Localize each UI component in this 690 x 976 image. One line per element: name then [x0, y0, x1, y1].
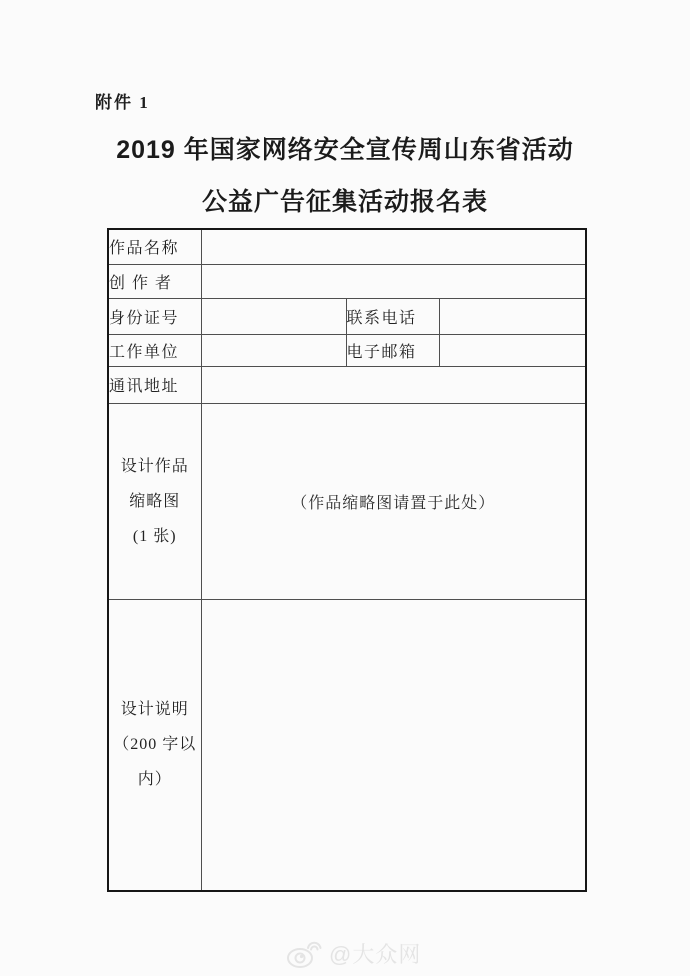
field-value-email [439, 334, 586, 366]
field-label-creator: 创 作 者 [108, 264, 201, 298]
row-description [108, 599, 586, 891]
thumbnail-label-line3: (1 张) [132, 527, 177, 545]
field-label-address: 通讯地址 [108, 366, 201, 403]
watermark-text: @大众网 [329, 941, 422, 967]
field-value-creator [201, 264, 586, 298]
field-value-work-title [201, 229, 586, 264]
thumbnail-label-line1: 设计作品 [120, 457, 189, 475]
row-work-title [108, 229, 586, 264]
row-thumbnail [108, 403, 586, 599]
field-value-address [201, 366, 586, 403]
attachment-label: 附件 1 [95, 93, 150, 112]
row-creator [108, 264, 586, 298]
weibo-icon [286, 936, 324, 970]
field-value-id-number [201, 298, 346, 334]
field-label-id-number: 身份证号 [108, 298, 201, 334]
description-label-line2: （200 字以 [113, 736, 197, 754]
form-title-line2: 公益广告征集活动报名表 [201, 188, 488, 216]
registration-form-table [107, 228, 587, 892]
field-label-email: 电子邮箱 [346, 334, 439, 366]
field-value-work-unit [201, 334, 346, 366]
field-label-thumbnail [108, 403, 201, 599]
watermark [286, 936, 421, 970]
field-label-work-title: 作品名称 [108, 229, 201, 264]
description-label-line3: 内） [137, 771, 172, 789]
field-label-phone: 联系电话 [346, 298, 439, 334]
field-value-description [201, 599, 586, 891]
row-unit-email [108, 334, 586, 366]
form-title-line1: 2019 年国家网络安全宣传周山东省活动 [116, 136, 574, 164]
field-label-description [108, 599, 201, 891]
field-label-work-unit: 工作单位 [108, 334, 201, 366]
field-value-phone [439, 298, 586, 334]
description-label-line1: 设计说明 [120, 701, 189, 719]
row-id-phone [108, 298, 586, 334]
thumbnail-label-line2: 缩略图 [129, 492, 181, 510]
thumbnail-placeholder-hint: （作品缩略图请置于此处） [201, 403, 586, 599]
row-address [108, 366, 586, 403]
